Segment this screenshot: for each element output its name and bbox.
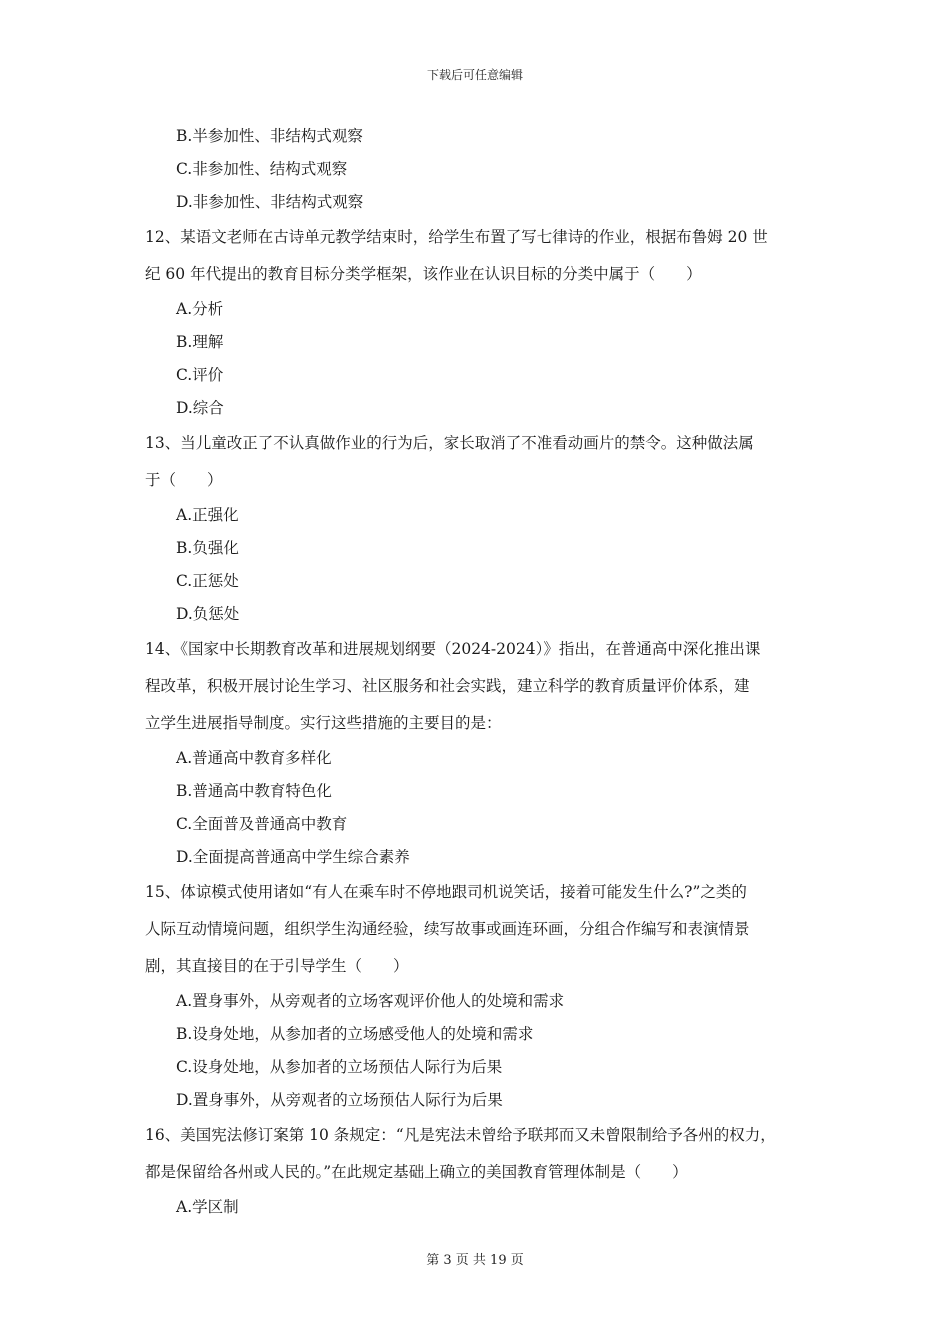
option-line: D.全面提高普通高中学生综合素养	[176, 848, 410, 866]
option-line: A.普通高中教育多样化	[176, 749, 332, 767]
question-text-line: 16、美国宪法修订案第 10 条规定：“凡是宪法未曾给予联邦而又未曾限制给予各州的权力，	[145, 1126, 776, 1144]
option-line: A.分析	[176, 300, 224, 318]
question-16	[145, 1117, 815, 1224]
question-text-line: 剧，其直接目的在于引导学生（ ）	[145, 957, 409, 975]
option-line: B.理解	[176, 333, 224, 351]
question-text-line: 15、体谅模式使用诸如“有人在乘车时不停地跟司机说笑话，接着可能发生什么?”之类的	[145, 883, 747, 901]
question-text-line: 立学生进展指导制度。实行这些措施的主要目的是：	[145, 714, 502, 732]
option-line: C.非参加性、结构式观察	[176, 160, 348, 178]
document-body	[145, 120, 815, 1224]
option-line: A.置身事外，从旁观者的立场客观评价他人的处境和需求	[176, 992, 565, 1010]
question-text-line: 人际互动情境问题，组织学生沟通经验，续写故事或画连环画，分组合作编写和表演情景	[145, 920, 750, 938]
option-line: B.普通高中教育特色化	[176, 782, 332, 800]
option-line: B.设身处地，从参加者的立场感受他人的处境和需求	[176, 1025, 534, 1043]
question-text-line: 于（ ）	[145, 471, 223, 489]
question-12	[145, 219, 815, 425]
option-line: A.正强化	[176, 506, 239, 524]
question-15	[145, 874, 815, 1117]
option-line: D.置身事外，从旁观者的立场预估人际行为后果	[176, 1091, 503, 1109]
option-line: B.负强化	[176, 539, 239, 557]
question-13	[145, 425, 815, 631]
question-text-line: 12、某语文老师在古诗单元教学结束时，给学生布置了写七律诗的作业，根据布鲁姆 20 世	[145, 228, 768, 246]
option-line: C.设身处地，从参加者的立场预估人际行为后果	[176, 1058, 503, 1076]
option-line: C.全面普及普通高中教育	[176, 815, 348, 833]
option-line: D.综合	[176, 399, 224, 417]
question-14	[145, 631, 815, 874]
option-line: A.学区制	[176, 1198, 239, 1216]
option-line: C.正惩处	[176, 572, 239, 590]
option-line: C.评价	[176, 366, 224, 384]
option-line: D.负惩处	[176, 605, 240, 623]
option-line: D.非参加性、非结构式观察	[176, 193, 364, 211]
page-header: 下载后可任意编辑	[426, 68, 523, 82]
question-text-line: 13、当儿童改正了不认真做作业的行为后，家长取消了不准看动画片的禁令。这种做法属	[145, 434, 754, 452]
question-text-line: 纪 60 年代提出的教育目标分类学框架，该作业在认识目标的分类中属于（ ）	[145, 265, 702, 283]
question-text-line: 14、《国家中长期教育改革和进展规划纲要（2024-2024）》指出，在普通高中深化推出课	[145, 640, 761, 658]
option-line: B.半参加性、非结构式观察	[176, 127, 363, 145]
page-footer: 第 3 页 共 19 页	[426, 1253, 524, 1268]
question-text-line: 程改革，积极开展讨论生学习、社区服务和社会实践，建立科学的教育质量评价体系，建	[145, 677, 750, 695]
question-text-line: 都是保留给各州或人民的。”在此规定基础上确立的美国教育管理体制是（ ）	[145, 1163, 688, 1181]
